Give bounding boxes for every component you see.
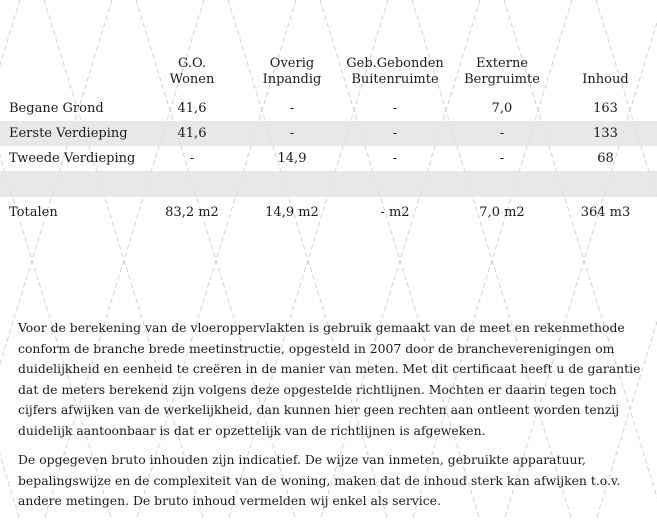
table-cell bbox=[140, 171, 244, 197]
table-cell bbox=[450, 171, 554, 197]
table-row bbox=[0, 146, 657, 171]
table-cell: 7,0 bbox=[491, 101, 513, 116]
header-cell bbox=[0, 56, 140, 96]
row-label: Tweede Verdieping bbox=[9, 151, 136, 166]
table-cell: 41,6 bbox=[177, 101, 207, 116]
table-cell: 163 bbox=[593, 101, 618, 116]
header-text: Bergruimte bbox=[464, 72, 540, 87]
table-row bbox=[0, 96, 657, 121]
totals-row bbox=[0, 197, 657, 227]
table-cell: - bbox=[450, 121, 554, 146]
header-cell bbox=[554, 56, 657, 96]
header-text: Externe bbox=[475, 56, 529, 71]
volume-disclaimer-paragraph: De opgegeven bruto inhouden zijn indicatief. De wijze van inmeten, gebruikte apparatuur, bepalingswijze en de complexiteit van de woning, maken dat de inhoud sterk kan afwijken t.o.v. andere metingen. De bruto inhoud vermelden wij enkel als service. bbox=[18, 452, 621, 508]
table-cell bbox=[340, 171, 450, 197]
table-cell: 133 bbox=[554, 121, 657, 146]
table-cell: - m2 bbox=[380, 204, 410, 220]
table-spacer-row bbox=[0, 171, 657, 197]
table-cell: - bbox=[189, 151, 195, 166]
table-cell: 83,2 m2 bbox=[165, 204, 219, 220]
table-cell: - bbox=[289, 101, 295, 116]
header-text: Inhoud bbox=[582, 72, 629, 87]
header-cell bbox=[340, 56, 450, 96]
header-text: Overig bbox=[269, 56, 315, 71]
table-cell: - bbox=[392, 151, 398, 166]
table-cell: 7,0 m2 bbox=[479, 204, 525, 220]
header-cell bbox=[450, 56, 554, 96]
table-cell: - bbox=[499, 151, 505, 166]
header-cell bbox=[244, 56, 340, 96]
table-cell: 41,6 bbox=[140, 121, 244, 146]
table-cell: - bbox=[392, 101, 398, 116]
header-text: Inpandig bbox=[262, 72, 322, 87]
table-cell: 14,9 bbox=[277, 151, 307, 166]
table-cell: - bbox=[244, 121, 340, 146]
table-header-row bbox=[0, 56, 657, 96]
table-row bbox=[0, 121, 657, 146]
measurement-method-paragraph: Voor de berekening van de vloeroppervlakten is gebruik gemaakt van de meet en rekenmethode conform de branche brede meetinstructie, opgesteld in 2007 door de brancheverenigingen om duidelijkheid en eenheid te creëren in de manier van meten. Met dit certificaat heeft u de garantie dat de meters berekend zijn volgens deze opgestelde richtlijnen. Mochten er daarin tegen toch cijfers afwijken van de werkelijkheid, dan kunnen hier geen rechten aan ontleent worden tenzij duidelijk aantoonbaar is dat er opzettelijk van de richtlijnen is afgeweken. bbox=[18, 320, 641, 438]
header-text: Geb.Gebonden bbox=[346, 56, 444, 71]
header-text: Buitenruimte bbox=[351, 72, 439, 87]
row-label: Eerste Verdieping bbox=[0, 121, 140, 146]
table-cell bbox=[554, 171, 657, 197]
row-label: Totalen bbox=[9, 204, 58, 220]
table-cell: 364 m3 bbox=[580, 204, 631, 220]
area-summary-table bbox=[0, 56, 657, 227]
row-label: Begane Grond bbox=[9, 101, 104, 116]
table-cell: 68 bbox=[597, 151, 614, 166]
table-cell bbox=[0, 171, 140, 197]
table-cell: - bbox=[340, 121, 450, 146]
header-text: G.O. bbox=[177, 56, 207, 71]
table-cell bbox=[244, 171, 340, 197]
table-cell: 14,9 m2 bbox=[265, 204, 319, 220]
header-cell bbox=[140, 56, 244, 96]
header-text: Wonen bbox=[169, 72, 215, 87]
